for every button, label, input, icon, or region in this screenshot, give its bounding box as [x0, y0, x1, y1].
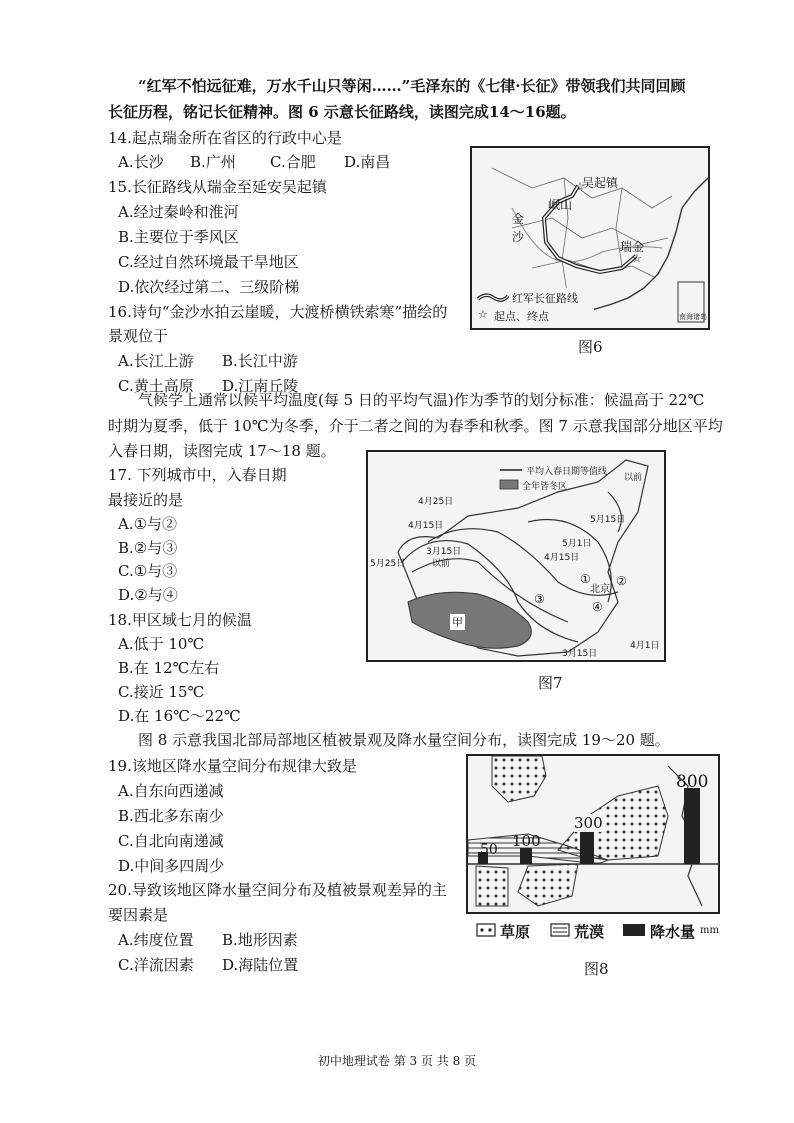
legend-route-label: 红军长征路线 — [512, 292, 578, 305]
legend-isoline-label: 平均入春日期等值线 — [526, 467, 608, 477]
figure-8-legend — [476, 920, 719, 942]
marker-3: ③ — [534, 592, 545, 606]
legend-star-icon: ☆ — [478, 308, 488, 321]
q17-option-a: A.①与② — [118, 515, 178, 533]
grassland-region-west — [476, 866, 508, 906]
intro1-line2: 长征历程，铭记长征精神。图 6 示意长征路线，读图完成14～16题。 — [108, 103, 576, 121]
nospring-region — [408, 592, 531, 648]
label-jia: 甲 — [452, 616, 463, 629]
grassland-region-north — [492, 756, 546, 802]
q14-option-a: A.长沙 — [118, 153, 164, 171]
q16-option-d: D.江南丘陵 — [222, 377, 299, 395]
intro2-line3: 入春日期，读图完成 17～18 题。 — [108, 442, 336, 460]
q16-stem-line2: 景观位于 — [108, 327, 169, 345]
label-may25: 5月25日 — [370, 559, 406, 569]
label-jinsha-1: 金 — [512, 212, 525, 226]
rain-bar-800 — [684, 788, 700, 864]
q16-stem-line1: 16.诗句“金沙水拍云崖暖，大渡桥横铁索寒”描绘的 — [108, 303, 448, 321]
intro1-line1: “红军不怕远征难，万水千山只等闲……”毛泽东的《七律·长征》带领我们共同回顾 — [138, 77, 686, 95]
start-star-icon: ☆ — [632, 252, 642, 265]
legend-nospring-label: 全年皆冬区 — [522, 482, 568, 492]
grassland-legend-icon — [476, 923, 496, 937]
q18-option-c: C.接近 15℃ — [118, 683, 205, 701]
figure-6-map — [470, 146, 710, 330]
q17-option-d: D.②与④ — [118, 586, 178, 604]
label-mar15a: 3月15日 — [426, 547, 462, 557]
q16-option-b: B.长江中游 — [222, 352, 298, 370]
intro2-line1: 气候学上通常以候平均温度(每 5 日的平均气温)作为季节的划分标准：候温高于 22℃ — [138, 391, 705, 409]
rain-bar-300 — [580, 830, 594, 864]
legend-grass-label: 草原 — [500, 923, 531, 941]
q15-option-a: A.经过秦岭和淮河 — [118, 203, 239, 221]
marker-1: ① — [580, 572, 591, 586]
spring-onset-map — [368, 452, 664, 660]
nospring-legend-icon — [500, 480, 518, 489]
label-yiqian-mid: 以前 — [432, 559, 451, 569]
q19-option-c: C.自北向南递减 — [118, 832, 224, 850]
figure-7-caption: 图7 — [538, 674, 563, 692]
q15-stem: 15.长征路线从瑞金至延安吴起镇 — [108, 178, 327, 196]
q19-option-d: D.中间多四周少 — [118, 857, 225, 875]
label-beijing: 北京 — [590, 584, 610, 595]
figure-6-caption: 图6 — [578, 338, 603, 356]
q20-option-c: C.洋流因素 — [118, 956, 194, 974]
q15-option-b: B.主要位于季风区 — [118, 228, 239, 246]
q18-option-a: A.低于 10℃ — [118, 635, 205, 653]
figure-6-legend — [474, 288, 594, 324]
legend-points-label: 起点、终点 — [494, 310, 549, 323]
marker-4: ④ — [592, 600, 603, 614]
intro2-line2: 时期为夏季，低于 10℃为冬季，介于二者之间的为春季和秋季。图 7 示意我国部分地区平均 — [108, 417, 723, 435]
q20-stem-line1: 20.导致该地区降水量空间分布及植被景观差异的主 — [108, 881, 447, 899]
rainfall-legend-icon — [622, 923, 646, 937]
rain-value-800: 800 — [676, 772, 709, 792]
q17-option-c: C.①与③ — [118, 562, 178, 580]
q14-stem: 14.起点瑞金所在省区的行政中心是 — [108, 129, 342, 147]
q16-option-c: C.黄土高原 — [118, 377, 194, 395]
label-mar15b: 3月15日 — [562, 649, 598, 659]
q19-option-b: B.西北多东南少 — [118, 807, 224, 825]
label-apr15b: 4月15日 — [544, 553, 580, 563]
figure-7-map — [366, 450, 666, 662]
q14-option-c: C.合肥 — [270, 153, 316, 171]
q18-option-b: B.在 12℃左右 — [118, 659, 220, 677]
label-jinsha-2: 沙 — [512, 230, 525, 244]
page-footer: 初中地理试卷 第 3 页 共 8 页 — [317, 1054, 477, 1068]
q16-option-a: A.长江上游 — [118, 352, 194, 370]
desert-legend-icon — [550, 923, 570, 937]
label-apr15a: 4月15日 — [408, 521, 444, 531]
legend-rain-unit: mm — [700, 925, 719, 936]
intro3: 图 8 示意我国北部局部地区植被景观及降水量空间分布，读图完成 19～20 题。 — [138, 731, 670, 749]
marker-2: ② — [616, 574, 627, 588]
rain-value-100: 100 — [512, 832, 541, 850]
legend-rain-label: 降水量 — [650, 923, 696, 941]
q20-option-d: D.海陆位置 — [222, 956, 299, 974]
figure-8-caption: 图8 — [584, 960, 609, 978]
label-may15: 5月15日 — [590, 515, 626, 525]
q17-stem-line1: 17. 下列城市中，入春日期 — [108, 466, 287, 484]
q14-option-d: D.南昌 — [344, 153, 391, 171]
q14-option-b: B.广州 — [190, 153, 236, 171]
label-inset: 南海诸岛 — [679, 313, 707, 321]
q17-option-b: B.②与③ — [118, 539, 178, 557]
q15-option-d: D.依次经过第二、三级阶梯 — [118, 278, 300, 296]
q18-option-d: D.在 16℃～22℃ — [118, 707, 241, 725]
label-apr1: 4月1日 — [630, 641, 660, 651]
q19-option-a: A.自东向西递减 — [118, 782, 224, 800]
legend-desert-label: 荒漠 — [574, 923, 605, 941]
q20-option-a: A.纬度位置 — [118, 931, 194, 949]
q19-stem: 19.该地区降水量空间分布规律大致是 — [108, 757, 357, 775]
label-minshan: 岷山 — [548, 198, 573, 212]
rain-value-50: 50 — [480, 842, 498, 858]
figure-8-map — [466, 754, 720, 914]
end-star-icon: ☆ — [575, 180, 585, 193]
label-ruijin: 瑞金 — [620, 240, 645, 254]
rain-value-300: 300 — [574, 814, 603, 832]
q15-option-c: C.经过自然环境最干旱地区 — [118, 253, 299, 271]
rain-bar-100 — [520, 848, 532, 864]
q17-stem-line2: 最接近的是 — [108, 491, 184, 509]
q20-option-b: B.地形因素 — [222, 931, 298, 949]
label-wuqi: 吴起镇 — [582, 176, 619, 190]
grassland-region-south — [518, 864, 578, 906]
label-apr25: 4月25日 — [418, 497, 454, 507]
label-yiqian-top: 以前 — [624, 473, 643, 483]
route-legend-icon — [476, 290, 510, 304]
q18-stem: 18.甲区域七月的候温 — [108, 611, 252, 629]
label-may1: 5月1日 — [562, 539, 592, 549]
q20-stem-line2: 要因素是 — [108, 906, 169, 924]
